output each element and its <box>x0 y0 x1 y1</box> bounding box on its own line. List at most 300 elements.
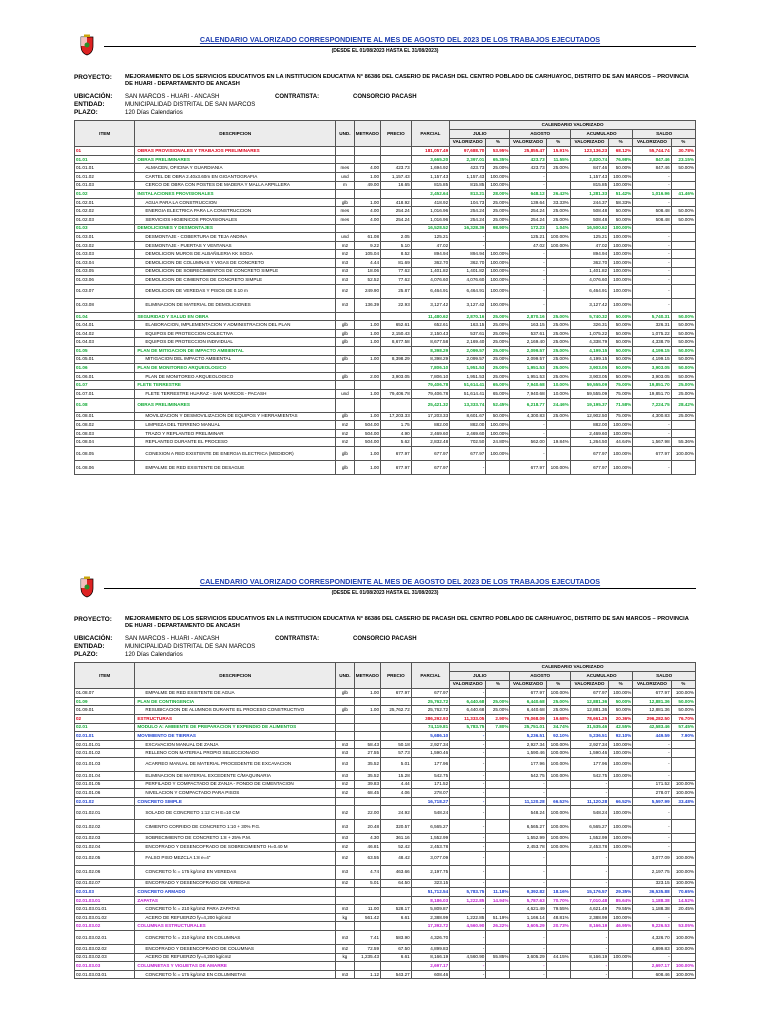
cell-descripcion: CONEXION A RED EXISTENTE DE ENERGIA ELECTRICA (MEDIDOR) <box>135 447 336 461</box>
cell-item: 01.06.01 <box>75 372 135 381</box>
cell-item: 02.01.02.05 <box>75 851 135 865</box>
cell-julio-valorizado: 423.73 <box>450 164 486 173</box>
table-row <box>75 879 696 888</box>
cell-und: m <box>336 181 355 190</box>
cell-acumulado-pct: 100.00% <box>609 447 633 461</box>
cell-precio <box>381 147 412 156</box>
cell-item: 01.07.01 <box>75 390 135 399</box>
cell-und: glb <box>336 372 355 381</box>
cell-precio <box>381 398 412 412</box>
cell-und: m2 <box>336 250 355 259</box>
cell-acumulado-valorizado: 2,820.74 <box>570 155 608 164</box>
cell-und: und <box>336 233 355 242</box>
cell-acumulado-valorizado: 677.97 <box>570 461 608 475</box>
cell-und: m2 <box>336 945 355 954</box>
cell-parcial: 362.70 <box>411 258 449 267</box>
cell-acumulado-valorizado: 2,388.99 <box>570 913 608 922</box>
cell-acumulado-pct: 100.00% <box>609 276 633 285</box>
cell-item: 02 <box>75 714 135 723</box>
cell-acumulado-valorizado: 508.48 <box>570 207 608 216</box>
cell-metrado: 52.52 <box>354 276 380 285</box>
cell-precio: 77.62 <box>381 267 412 276</box>
cell-und: kg <box>336 913 355 922</box>
cell-saldo-valorizado: 4,338.79 <box>633 338 671 347</box>
cell-julio-valorizado: - <box>450 740 486 749</box>
cell-agosto-valorizado: 139.64 <box>510 198 546 207</box>
cell-julio-pct <box>486 962 510 971</box>
cell-parcial: 8,677.58 <box>411 338 449 347</box>
cell-agosto-pct: 1.04% <box>546 224 570 233</box>
cell-julio-pct: 55.85% <box>486 953 510 962</box>
col-calendario: CALENDARIO VALORIZADO <box>450 663 696 672</box>
cell-item: 02.01.03.02.01 <box>75 931 135 945</box>
cell-item: 01.01.03 <box>75 181 135 190</box>
cell-descripcion: CARTEL DE OBRA 2.40x3.60m EN GIGANTOGRAFIA <box>135 172 336 181</box>
table-row <box>75 689 696 698</box>
cell-acumulado-valorizado: 882.00 <box>570 421 608 430</box>
cell-metrado: 9.22 <box>354 241 380 250</box>
cell-saldo-valorizado: 12,881.36 <box>633 706 671 715</box>
cell-item: 01.04.01 <box>75 321 135 330</box>
col-item: ITEM <box>75 663 135 689</box>
cell-julio-pct: 7.80% <box>486 723 510 732</box>
report-period: (DESDE EL 01/08/2023 HASTA EL 31/08/2023) <box>331 590 439 596</box>
cell-item: 02.01.03.01.02 <box>75 913 135 922</box>
cell-saldo-pct <box>671 258 695 267</box>
cell-julio-pct: 25.00% <box>486 329 510 338</box>
cell-acumulado-valorizado: 47.02 <box>570 241 608 250</box>
cell-saldo-valorizado: - <box>633 284 671 298</box>
cell-und: glb <box>336 338 355 347</box>
cell-metrado: 49.00 <box>354 181 380 190</box>
cell-agosto-valorizado: 4,621.49 <box>510 905 546 914</box>
cell-julio-pct: 51.19% <box>486 913 510 922</box>
cell-metrado: 46.81 <box>354 842 380 851</box>
cell-parcial: 6,464.91 <box>411 284 449 298</box>
col-parcial: PARCIAL <box>411 663 449 689</box>
cell-und: m3 <box>336 970 355 979</box>
cell-und: m2 <box>336 806 355 820</box>
cell-precio: 528.17 <box>381 905 412 914</box>
cell-saldo-pct: 76.70% <box>671 714 695 723</box>
cell-parcial: 47.02 <box>411 241 449 250</box>
cell-metrado: 1.00 <box>354 329 380 338</box>
cell-saldo-valorizado: - <box>633 250 671 259</box>
cell-descripcion: OBRAS PRELIMINARES <box>135 155 336 164</box>
cell-item: 01 <box>75 147 135 156</box>
cell-descripcion: EQUIPOS DE PROTECCION INDIVIDUAL <box>135 338 336 347</box>
cell-julio-pct: 25.00% <box>486 372 510 381</box>
cell-saldo-pct: 100.00% <box>671 931 695 945</box>
cell-descripcion: PLAN DE CONTINGENCIA <box>135 697 336 706</box>
table-row <box>75 298 696 312</box>
cell-item: 02.01.01.06 <box>75 789 135 798</box>
table-row <box>75 233 696 242</box>
cell-und <box>336 922 355 931</box>
cell-und: m3 <box>336 931 355 945</box>
cell-parcial: 25,421.32 <box>411 398 449 412</box>
table-row <box>75 945 696 954</box>
cell-descripcion: AGUA PARA LA CONSTRUCCION <box>135 198 336 207</box>
proyecto-value: MEJORAMIENTO DE LOS SERVICIOS EDUCATIVOS EN LA INSTITUCION EDUCATIVA N° 86386 DEL CASERIO DE PACASH DEL CENTRO POBLADO DE CARHUAYOC, DISTRITO DE SAN MARCOS – PROVINCIA DE HUARI - DEPARTAMENTO DE ANCASH <box>125 74 689 88</box>
cell-parcial: 2,453.78 <box>411 842 449 851</box>
cell-descripcion: CONCRETO fc = 175 kg/cm2 EN VEREDAS <box>135 865 336 879</box>
table-row <box>75 834 696 843</box>
page-header <box>74 34 696 74</box>
table-row <box>75 276 696 285</box>
table-row <box>75 962 696 971</box>
cell-julio-valorizado: - <box>450 461 486 475</box>
cell-parcial: 2,832.48 <box>411 438 449 447</box>
cell-agosto-valorizado: 677.97 <box>510 461 546 475</box>
cell-descripcion: DEMOLICION DE SOBRECIMIENTOS DE CONCRETO SIMPLE <box>135 267 336 276</box>
cell-parcial: 2,469.60 <box>411 429 449 438</box>
cell-julio-pct: 50.00% <box>486 412 510 421</box>
cell-precio: 463.66 <box>381 865 412 879</box>
cell-precio: 81.69 <box>381 258 412 267</box>
cell-und: m3 <box>336 740 355 749</box>
cell-precio: 583.90 <box>381 931 412 945</box>
table-row <box>75 372 696 381</box>
cell-descripcion: SOBRECIMIENTO DE CONCRETO 1:8 + 25% P.M. <box>135 834 336 843</box>
cell-item: 01.08.01 <box>75 412 135 421</box>
cell-acumulado-pct: 100.00% <box>609 172 633 181</box>
cell-item: 01.01.01 <box>75 164 135 173</box>
cell-saldo-pct <box>671 749 695 758</box>
cell-julio-valorizado: - <box>450 797 486 806</box>
cell-julio-valorizado: 4,560.90 <box>450 953 486 962</box>
cell-acumulado-valorizado: 244.37 <box>570 198 608 207</box>
col-pct: % <box>609 680 633 689</box>
cell-descripcion: CONCRETO fc = 175 kg/cm2 EN COLUMNETAS <box>135 970 336 979</box>
cell-acumulado-valorizado: 78,661.25 <box>570 714 608 723</box>
cell-saldo-pct: 30.78% <box>671 147 695 156</box>
cell-agosto-pct: 100.00% <box>546 740 570 749</box>
cell-saldo-pct <box>671 181 695 190</box>
cell-julio-pct: 25.00% <box>486 198 510 207</box>
cell-descripcion: CONCRETO fc = 210 kg/cm2 PARA ZAPATAS <box>135 905 336 914</box>
cell-descripcion: ALMACEN, OFICINA Y GUARDIANIA <box>135 164 336 173</box>
cell-parcial: 4,899.83 <box>411 945 449 954</box>
cell-agosto-pct <box>546 172 570 181</box>
cell-precio: 677.97 <box>381 447 412 461</box>
table-row <box>75 172 696 181</box>
cell-saldo-valorizado: 508.48 <box>633 215 671 224</box>
cell-item: 01.03.07 <box>75 284 135 298</box>
cell-acumulado-valorizado: 4,199.15 <box>570 347 608 356</box>
col-pct: % <box>671 138 695 147</box>
cell-metrado <box>354 896 380 905</box>
cell-item: 01.02.01 <box>75 198 135 207</box>
cell-agosto-valorizado: - <box>510 267 546 276</box>
ubicacion-label: UBICACIÓN: <box>74 92 113 100</box>
cell-acumulado-pct <box>609 851 633 865</box>
table-row <box>75 312 696 321</box>
cell-acumulado-valorizado: 3,127.42 <box>570 298 608 312</box>
cell-und: m2 <box>336 284 355 298</box>
cell-item: 02.01.01 <box>75 732 135 741</box>
cell-acumulado-pct: 50.00% <box>609 338 633 347</box>
cell-metrado: 22.00 <box>354 806 380 820</box>
cell-acumulado-pct: 50.00% <box>609 329 633 338</box>
report-title: CALENDARIO VALORIZADO CORRESPONDIENTE AL MES DE AGOSTO DEL 2023 DE LOS TRABAJOS EJECUTADOS <box>104 576 696 589</box>
cell-saldo-pct <box>671 284 695 298</box>
ubicacion-label: UBICACIÓN: <box>74 634 113 642</box>
table-row <box>75 438 696 447</box>
cell-saldo-valorizado: 9,226.53 <box>633 922 671 931</box>
cell-metrado: 249.90 <box>354 284 380 298</box>
cell-descripcion: FALSO PISO MEZCLA 1:8 e=4" <box>135 851 336 865</box>
cell-agosto-valorizado: 79,068.09 <box>510 714 546 723</box>
cell-saldo-valorizado <box>633 224 671 233</box>
cell-precio: 8,398.29 <box>381 355 412 364</box>
cell-acumulado-pct: 51.42% <box>609 190 633 199</box>
cell-saldo-pct <box>671 842 695 851</box>
cell-precio <box>381 155 412 164</box>
cell-agosto-pct <box>546 267 570 276</box>
cell-und: kg <box>336 953 355 962</box>
cell-acumulado-valorizado: 6,464.91 <box>570 284 608 298</box>
cell-agosto-valorizado: - <box>510 276 546 285</box>
cell-saldo-pct <box>671 276 695 285</box>
cell-julio-valorizado: 537.61 <box>450 329 486 338</box>
contratista-value: CONSORCIO PACASH <box>353 635 417 642</box>
cell-precio: 254.24 <box>381 215 412 224</box>
cell-metrado: 504.00 <box>354 438 380 447</box>
cell-descripcion: FLETE TERRESTRE <box>135 381 336 390</box>
cell-agosto-valorizado: 6,440.68 <box>510 697 546 706</box>
cell-agosto-valorizado: - <box>510 851 546 865</box>
cell-agosto-pct: 100.00% <box>546 689 570 698</box>
cell-saldo-pct: 57.45% <box>671 723 695 732</box>
cell-agosto-pct: 25.00% <box>546 412 570 421</box>
cell-acumulado-valorizado: - <box>570 945 608 954</box>
cell-agosto-pct: 25.00% <box>546 706 570 715</box>
cell-acumulado-pct <box>609 780 633 789</box>
plazo-label: PLAZO: <box>74 651 98 659</box>
cell-acumulado-pct: 50.00% <box>609 312 633 321</box>
cell-saldo-pct: 23.15% <box>671 155 695 164</box>
table-row <box>75 258 696 267</box>
cell-julio-pct <box>486 879 510 888</box>
cell-precio <box>381 797 412 806</box>
cell-acumulado-pct <box>609 970 633 979</box>
cell-parcial: 418.92 <box>411 198 449 207</box>
cell-item: 02.01.03.02.03 <box>75 953 135 962</box>
cell-julio-pct: 100.00% <box>486 250 510 259</box>
cell-precio <box>381 364 412 373</box>
cell-saldo-valorizado: 1,016.96 <box>633 190 671 199</box>
cell-parcial: 3,077.09 <box>411 851 449 865</box>
cell-agosto-valorizado: 7,940.68 <box>510 381 546 390</box>
table-row <box>75 757 696 771</box>
cell-parcial: 1,016.96 <box>411 215 449 224</box>
cell-saldo-valorizado: 3,903.05 <box>633 364 671 373</box>
cell-saldo-valorizado: 1,075.22 <box>633 329 671 338</box>
cell-item: 02.01.01.04 <box>75 771 135 780</box>
col-julio: JULIO <box>450 672 510 681</box>
cell-julio-pct <box>486 945 510 954</box>
contratista-label: CONTRATISTA: <box>275 635 320 642</box>
cell-agosto-pct <box>546 421 570 430</box>
cell-julio-pct: 100.00% <box>486 267 510 276</box>
table-body-1 <box>75 147 696 475</box>
cell-saldo-pct: 53.05% <box>671 922 695 931</box>
cell-julio-valorizado: 2,169.40 <box>450 338 486 347</box>
cell-julio-pct: 65.00% <box>486 381 510 390</box>
cell-agosto-pct: 100.00% <box>546 241 570 250</box>
table-row <box>75 896 696 905</box>
cell-item: 02.01.03.02.02 <box>75 945 135 954</box>
cell-descripcion: DESMONTAJE - PUERTAS Y VENTANAS <box>135 241 336 250</box>
cell-parcial: 79,406.78 <box>411 381 449 390</box>
cell-descripcion: COLUMNETAS Y VIGUETAS DE AMARRE <box>135 962 336 971</box>
cell-julio-valorizado: - <box>450 834 486 843</box>
cell-parcial: 677.97 <box>411 689 449 698</box>
cell-julio-valorizado: 1,951.53 <box>450 364 486 373</box>
cell-precio: 543.27 <box>381 970 412 979</box>
cell-acumulado-valorizado: 12,881.36 <box>570 697 608 706</box>
table-row <box>75 155 696 164</box>
cell-saldo-pct: 50.00% <box>671 164 695 173</box>
table-row <box>75 723 696 732</box>
cell-acumulado-pct: 100.00% <box>609 298 633 312</box>
cell-agosto-pct: 100.00% <box>546 749 570 758</box>
cell-item: 02.01.02.03 <box>75 834 135 843</box>
cell-agosto-pct: 25.00% <box>546 372 570 381</box>
cell-und <box>336 697 355 706</box>
cell-item: 01.03.02 <box>75 241 135 250</box>
cell-saldo-valorizado: 171.52 <box>633 780 671 789</box>
cell-julio-pct: 65.00% <box>486 390 510 399</box>
cell-acumulado-valorizado: 548.24 <box>570 806 608 820</box>
cell-julio-valorizado: - <box>450 233 486 242</box>
cell-acumulado-pct: 50.00% <box>609 215 633 224</box>
cell-descripcion: OBRAS PRELIMINARES <box>135 398 336 412</box>
cell-julio-valorizado: 104.73 <box>450 198 486 207</box>
cell-und: m2 <box>336 438 355 447</box>
cell-descripcion: MOVILIZACION Y DESMOVILIZACION DE EQUIPOS Y HERRAMIENTAS <box>135 412 336 421</box>
cell-acumulado-valorizado: 2,927.34 <box>570 740 608 749</box>
cell-acumulado-valorizado: 3,903.05 <box>570 372 608 381</box>
cell-saldo-pct <box>671 806 695 820</box>
cell-precio: 423.73 <box>381 164 412 173</box>
cell-saldo-pct <box>671 461 695 475</box>
page-header <box>74 576 696 616</box>
cell-acumulado-pct <box>609 962 633 971</box>
cell-julio-pct: 65.35% <box>486 155 510 164</box>
cell-parcial: 608.46 <box>411 970 449 979</box>
cell-und: glb <box>336 329 355 338</box>
cell-saldo-valorizado: - <box>633 820 671 834</box>
cell-agosto-pct: 25.00% <box>546 364 570 373</box>
cell-acumulado-valorizado: 847.46 <box>570 164 608 173</box>
table-row <box>75 364 696 373</box>
table-row <box>75 207 696 216</box>
cell-agosto-pct: 10.00% <box>546 381 570 390</box>
cell-saldo-valorizado: - <box>633 834 671 843</box>
cell-und <box>336 155 355 164</box>
cell-parcial: 2,150.43 <box>411 329 449 338</box>
cell-saldo-pct: 50.00% <box>671 372 695 381</box>
cell-saldo-valorizado: - <box>633 172 671 181</box>
page-2 <box>74 576 696 979</box>
cell-metrado: 4.00 <box>354 207 380 216</box>
cell-descripcion: DEMOLICION DE VEREDAS Y PISOS DE 0.10 m <box>135 284 336 298</box>
cell-precio: 2,150.43 <box>381 329 412 338</box>
cell-julio-pct: 28.00% <box>486 190 510 199</box>
cell-metrado <box>354 732 380 741</box>
cell-agosto-valorizado: - <box>510 865 546 879</box>
cell-acumulado-valorizado: - <box>570 970 608 979</box>
cell-und: glb <box>336 412 355 421</box>
cell-und: und <box>336 390 355 399</box>
cell-und <box>336 888 355 897</box>
cell-agosto-pct <box>546 298 570 312</box>
cell-agosto-pct: 25.00% <box>546 338 570 347</box>
cell-agosto-valorizado: - <box>510 284 546 298</box>
cell-agosto-valorizado: 2,453.78 <box>510 842 546 851</box>
cell-acumulado-valorizado: 177.96 <box>570 757 608 771</box>
cell-acumulado-pct: 100.00% <box>609 820 633 834</box>
cell-item: 01.08.06 <box>75 461 135 475</box>
cell-julio-valorizado: - <box>450 757 486 771</box>
cell-acumulado-pct: 100.00% <box>609 842 633 851</box>
cell-saldo-pct: 100.00% <box>671 447 695 461</box>
cell-agosto-valorizado: 2,099.57 <box>510 355 546 364</box>
cell-saldo-valorizado: - <box>633 258 671 267</box>
cell-saldo-pct: 50.00% <box>671 697 695 706</box>
cell-parcial: 8,398.29 <box>411 347 449 356</box>
cell-acumulado-pct: 50.00% <box>609 697 633 706</box>
cell-saldo-pct <box>671 241 695 250</box>
cell-acumulado-pct: 100.00% <box>609 233 633 242</box>
cell-precio: 25,762.72 <box>381 706 412 715</box>
cell-und: m2 <box>336 241 355 250</box>
table-row <box>75 732 696 741</box>
cell-julio-pct: 100.00% <box>486 421 510 430</box>
cell-precio: 254.24 <box>381 207 412 216</box>
cell-acumulado-valorizado: 123,136.23 <box>570 147 608 156</box>
cell-saldo-valorizado: 296,282.50 <box>633 714 671 723</box>
cell-descripcion: ENCOFRADO Y DESENCOFRADO DE VEREDAS <box>135 879 336 888</box>
cell-acumulado-pct: 100.00% <box>609 771 633 780</box>
cell-descripcion: CONCRETO fc = 210 kg/cm2 EN COLUMNAS <box>135 931 336 945</box>
cell-acumulado-valorizado: 4,199.15 <box>570 355 608 364</box>
cell-julio-pct: 25.00% <box>486 338 510 347</box>
cell-julio-pct <box>486 865 510 879</box>
cell-metrado: 11.00 <box>354 905 380 914</box>
cell-saldo-pct <box>671 250 695 259</box>
cell-item: 01.03.05 <box>75 267 135 276</box>
cell-julio-pct: 100.00% <box>486 172 510 181</box>
cell-julio-valorizado: 813.21 <box>450 190 486 199</box>
cell-agosto-pct: 100.00% <box>546 820 570 834</box>
cell-agosto-pct: 92.10% <box>546 732 570 741</box>
cell-agosto-valorizado: 125.21 <box>510 233 546 242</box>
cell-agosto-valorizado: - <box>510 970 546 979</box>
cell-parcial: 5,809.87 <box>411 905 449 914</box>
cell-acumulado-pct: 100.00% <box>609 757 633 771</box>
table-row <box>75 970 696 979</box>
cell-julio-valorizado: 815.85 <box>450 181 486 190</box>
cell-und: m3 <box>336 276 355 285</box>
cell-parcial: 4,326.70 <box>411 931 449 945</box>
cell-acumulado-pct: 66.52% <box>609 797 633 806</box>
cell-julio-valorizado: - <box>450 789 486 798</box>
table-row <box>75 865 696 879</box>
cell-saldo-pct <box>671 913 695 922</box>
